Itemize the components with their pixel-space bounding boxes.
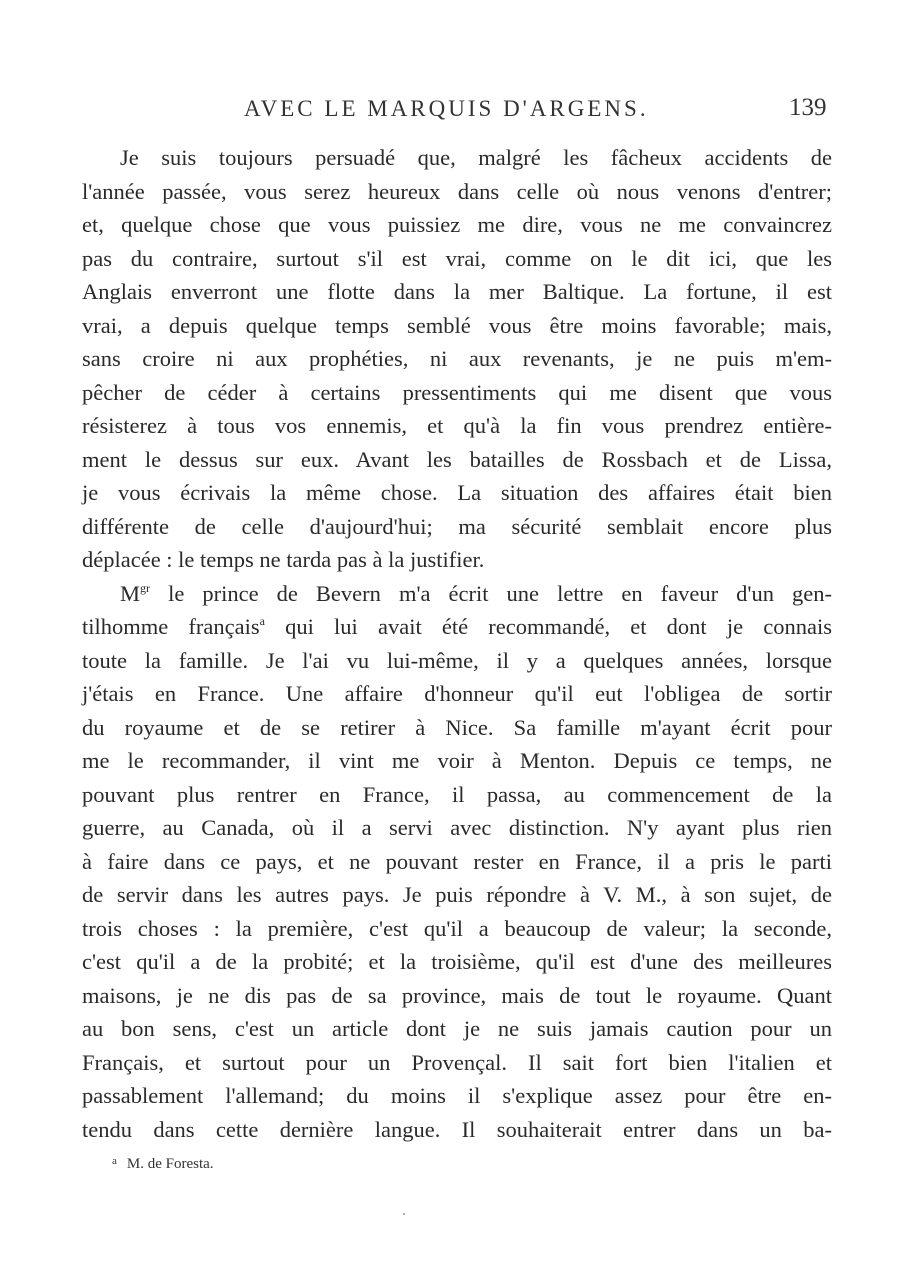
text-line: différente de celle d'aujourd'hui; ma sécurité semblait encore plus (82, 513, 832, 539)
text-line: pêcher de céder à certains pressentiments qui me disent que vous (82, 379, 832, 405)
text-line: l'année passée, vous serez heureux dans celle où nous venons d'entrer; (82, 178, 832, 204)
text-line: j'étais en France. Une affaire d'honneur qu'il eut l'obligea de sortir (82, 681, 832, 706)
text-line: du royaume et de se retirer à Nice. Sa famille m'ayant écrit pour (82, 714, 832, 740)
text-line: Anglais enverront une flotte dans la mer Baltique. La fortune, il est (82, 279, 832, 304)
superscript-abbrev: gr (140, 580, 151, 595)
text-line: Français, et surtout pour un Provençal. Il sait fort bien l'italien et (82, 1049, 832, 1075)
text-fragment: qui lui avait été recommandé, et dont je connais (264, 614, 832, 639)
footnote-text: M. de Foresta. (126, 1156, 214, 1172)
text-line: me le recommander, il vint me voir à Menton. Depuis ce temps, ne (82, 748, 832, 773)
text-line: pouvant plus rentrer en France, il passa, au commencement de la (82, 781, 832, 807)
text-line: c'est qu'il a de la probité; et la troisième, qu'il est d'une des meilleures (82, 949, 832, 974)
text-line: résisterez à tous vos ennemis, et qu'à la fin vous prendrez entière- (82, 413, 832, 438)
text-line: de servir dans les autres pays. Je puis répondre à V. M., à son sujet, de (82, 882, 832, 907)
running-title: AVEC LE MARQUIS D'ARGENS. (244, 96, 649, 121)
footnote-marker: a (259, 614, 265, 628)
body-text (82, 141, 832, 1146)
text-line (82, 577, 832, 611)
text-fragment: tilhomme français (82, 614, 260, 639)
text-line: Je suis toujours persuadé que, malgré les fâcheux accidents de (120, 145, 832, 170)
text-line: déplacée : le temps ne tarda pas à la justifier. (82, 547, 485, 572)
text-line: ment le dessus sur eux. Avant les batailles de Rossbach et de Lissa, (82, 446, 832, 472)
text-line: passablement l'allemand; du moins il s'explique assez pour être en- (82, 1083, 832, 1108)
text-line: maisons, je ne dis pas de sa province, mais de tout le royaume. Quant (82, 982, 832, 1008)
text-line: vrai, a depuis quelque temps semblé vous être moins favorable; mais, (82, 312, 832, 338)
footnote-mark: a (112, 1155, 117, 1167)
text-fragment: le prince de Bevern m'a écrit une lettre en faveur d'un gen- (150, 580, 832, 606)
text-line: tendu dans cette dernière langue. Il souhaiterait entrer dans un ba- (82, 1116, 832, 1142)
text-line: et, quelque chose que vous puissiez me dire, vous ne me convaincrez (82, 212, 832, 237)
text-line: toute la famille. Je l'ai vu lui-même, il y a quelques années, lorsque (82, 647, 832, 673)
text-line: à faire dans ce pays, et ne pouvant rester en France, il a pris le parti (82, 848, 832, 874)
text-line: sans croire ni aux prophéties, ni aux revenants, je ne puis m'em- (82, 346, 832, 371)
footnote (112, 1155, 214, 1173)
text-fragment: M (120, 580, 141, 606)
text-line (82, 610, 832, 644)
paper-speck (403, 1213, 405, 1215)
text-line: pas du contraire, surtout s'il est vrai, comme on le dit ici, que les (82, 245, 832, 271)
text-line: trois choses : la première, c'est qu'il a beaucoup de valeur; la seconde, (82, 915, 832, 941)
text-line: au bon sens, c'est un article dont je ne suis jamais caution pour un (82, 1016, 832, 1041)
text-line: guerre, au Canada, où il a servi avec distinction. N'y ayant plus rien (82, 815, 832, 840)
text-line: je vous écrivais la même chose. La situation des affaires était bien (82, 480, 832, 505)
page-number: 139 (789, 94, 827, 121)
